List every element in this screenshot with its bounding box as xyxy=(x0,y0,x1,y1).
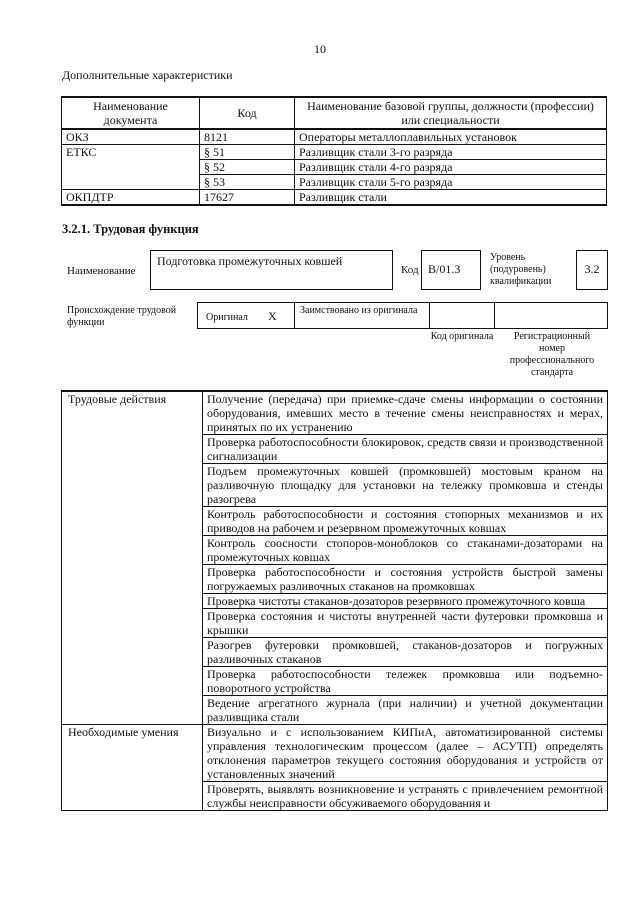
action-item: Проверка работоспособности тележек промковша или подъемно-поворотного устройства xyxy=(203,667,608,696)
action-item: Получение (передача) при приемке-сдаче смены информации о состоянии оборудования, имевших место в течение смены неисправностях и мерах, принятых по их устранению xyxy=(203,391,608,435)
action-item: Разогрев футеровки промковшей, стаканов-дозаторов и погружных разливочных стаканов xyxy=(203,638,608,667)
function-name-value: Подготовка промежуточных ковшей xyxy=(157,254,343,268)
header-code: Код xyxy=(200,97,295,129)
cell-code: § 51 xyxy=(200,145,295,160)
action-item: Проверка работоспособности блокировок, средств связи и производственной сигнализации xyxy=(203,435,608,464)
function-name-box xyxy=(150,250,393,290)
function-code-box xyxy=(421,250,481,290)
action-item: Ведение агрегатного журнала (при наличии) и учетной документации разливщика стали xyxy=(203,696,608,725)
action-item: Проверка чистоты стаканов-дозаторов резервного промежуточного ковша xyxy=(203,594,608,609)
cell-code: § 53 xyxy=(200,175,295,190)
action-item: Контроль работоспособности и состояния стопорных механизмов и их приводов на рабочем и резервном промежуточных ковшах xyxy=(203,507,608,536)
function-code-value: В/01.3 xyxy=(428,262,461,276)
name-label: Наименование xyxy=(67,265,136,277)
actions-label: Трудовые действия xyxy=(62,391,203,725)
level-box xyxy=(576,250,608,290)
table-row xyxy=(62,129,607,145)
cell-name: Разливщик стали 5-го разряда xyxy=(295,175,607,190)
header-document: Наименование документа xyxy=(62,97,200,129)
cell-doc: ОКЗ xyxy=(62,129,200,145)
labor-actions-table xyxy=(61,390,608,811)
code-original-label: Код оригинала xyxy=(430,331,494,342)
action-item: Проверка состояния и чистоты внутренней части футеровки промковша и крышки xyxy=(203,609,608,638)
table-row xyxy=(62,391,608,435)
original-label: Оригинал xyxy=(206,312,248,323)
cell-name: Разливщик стали xyxy=(295,190,607,206)
registration-label: Регистрационный номер профессионального стандарта xyxy=(509,331,595,378)
function-title: 3.2.1. Трудовая функция xyxy=(62,222,199,236)
additional-characteristics-table xyxy=(61,96,607,206)
divider xyxy=(494,303,495,329)
divider xyxy=(294,303,295,329)
table-row xyxy=(62,145,607,160)
skill-item: Проверять, выявлять возникновение и устранять с привлечением ремонтной службы неисправности обсуживаемого оборудования и xyxy=(203,782,608,811)
cell-code: § 52 xyxy=(200,160,295,175)
action-item: Контроль соосности стопоров-моноблоков со стаканами-дозаторами на промежуточных ковшах xyxy=(203,536,608,565)
cell-doc: ЕТКС xyxy=(62,145,200,190)
skill-item: Визуально и с использованием КИПиА, автоматизированной системы управления технологическим процессом (далее – АСУТП) определять отклонения параметров текущего состояния оборудования и устройств от установленных значений xyxy=(203,725,608,782)
origin-table xyxy=(197,302,608,329)
divider xyxy=(429,303,430,329)
table-row xyxy=(62,725,608,782)
cell-code: 17627 xyxy=(200,190,295,206)
table-header-row xyxy=(62,97,607,129)
page-number: 10 xyxy=(314,42,326,56)
skills-label: Необходимые умения xyxy=(62,725,203,811)
original-mark: X xyxy=(268,309,277,323)
section-title-additional: Дополнительные характеристики xyxy=(62,68,233,82)
origin-label: Происхождение трудовой функции xyxy=(67,305,177,328)
level-value: 3.2 xyxy=(584,262,600,276)
cell-name: Операторы металлоплавильных установок xyxy=(295,129,607,145)
level-label: Уровень (подуровень) квалификации xyxy=(490,252,552,287)
header-group: Наименование базовой группы, должности (профессии) или специальности xyxy=(295,97,607,129)
cell-name: Разливщик стали 4-го разряда xyxy=(295,160,607,175)
cell-doc: ОКПДТР xyxy=(62,190,200,206)
cell-code: 8121 xyxy=(200,129,295,145)
action-item: Проверка работоспособности и состояния устройств быстрой замены погружаемых разливочных стаканов на промковшах xyxy=(203,565,608,594)
cell-name: Разливщик стали 3-го разряда xyxy=(295,145,607,160)
table-row xyxy=(62,190,607,206)
action-item: Подъем промежуточных ковшей (промковшей) мостовым краном на разливочную площадку для установки на тележку промковша и стенды разогрева xyxy=(203,464,608,507)
code-label: Код xyxy=(401,264,419,276)
borrowed-label: Заимствовано из оригинала xyxy=(300,305,418,316)
